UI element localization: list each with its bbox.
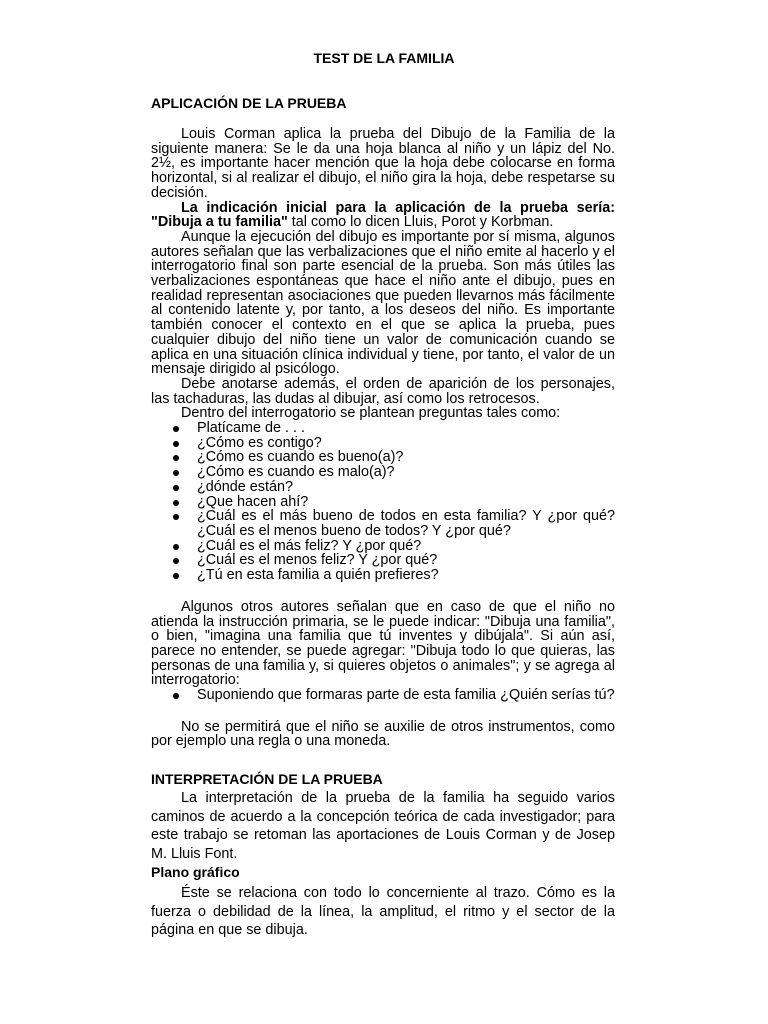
list-item: ¿Cuál es el más bueno de todos en esta familia? Y ¿por qué? ¿Cuál es el menos bueno de todos? Y ¿por qué? [151,509,615,538]
paragraph: La interpretación de la prueba de la familia ha seguido varios caminos de acuerdo a la concepción teórica de cada investigador; para este trabajo se retoman las aportaciones de Louis Corman y de Josep M. Lluis Font. [151,790,615,862]
bullet-icon [173,544,179,550]
paragraph: Debe anotarse además, el orden de aparición de los personajes, las tachaduras, las dudas al dibujar, así como los retrocesos. [151,375,615,407]
paragraph: Louis Corman aplica la prueba del Dibujo de la Familia de la siguiente manera: Se le da una hoja blanca al niño y un lápiz del No. 2½, es importante hacer mención que la hoja debe colocarse en forma horizontal, si al realizar el dibujo, el niño gira la hoja, debe respetarse su decisión. [151,126,615,201]
list-item: ¿dónde están? [151,480,615,495]
bullet-icon [173,558,179,564]
bullet-icon [173,455,179,461]
list-item: ¿Cómo es contigo? [151,436,615,451]
spacer [151,703,615,720]
paragraph: Dentro del interrogatorio se plantean preguntas tales como: [181,405,561,422]
question-list-extra [151,688,615,703]
list-item: ¿Cuál es el menos feliz? Y ¿por qué? [151,553,615,568]
list-item: ¿Que hacen ahí? [151,495,615,510]
section-plano-grafico-body [151,884,615,940]
list-item: ¿Tú en esta familia a quién prefieres? [151,568,615,583]
list-item: Suponiendo que formaras parte de esta familia ¿Quién serías tú? [151,688,615,703]
bullet-icon [173,573,179,579]
paragraph-text: tal como lo dicen Lluis, Porot y Korbman. [287,214,554,231]
section-aplicacion-body [151,127,615,749]
paragraph [151,201,615,230]
section-heading-interpretacion: INTERPRETACIÓN DE LA PRUEBA [151,771,383,787]
question-list [151,421,615,583]
section-heading-plano-grafico: Plano gráfico [151,864,240,880]
paragraph: Éste se relaciona con todo lo concerniente al trazo. Cómo es la fuerza o debilidad de la línea, la amplitud, el ritmo y el sector de la página en que se dibuja. [151,885,615,938]
paragraph: Aunque la ejecución del dibujo es importante por sí misma, algunos autores señalan que las verbalizaciones que el niño emite al hacerlo y el interrogatorio final son parte esencial de la prueba. Son más útiles las verbalizaciones espontáneas que hace el niño ante el dibujo, pues en realidad representan asociaciones que pueden llevarnos más fácilmente al contenido latente y, por tanto, a los deseos del niño. Es importante también conocer el contexto en el que se aplica la prueba, pues cualquier dibujo del niño tiene un valor de comunicación cuando se aplica en una situación clínica individual y tiene, por tanto, el valor de un mensaje dirigido al psicólogo. [151,228,615,378]
bullet-icon [173,426,179,432]
document-title: TEST DE LA FAMILIA [313,50,455,66]
bold-instruction: La indicación inicial para la aplicación de la prueba sería: "Dibuja a tu familia" [151,199,615,231]
section-heading-aplicacion: APLICACIÓN DE LA PRUEBA [151,95,347,111]
bullet-icon [173,485,179,491]
list-item: ¿Cómo es cuando es bueno(a)? [151,450,615,465]
list-item: ¿Cómo es cuando es malo(a)? [151,465,615,480]
spacer [151,583,615,600]
section-interpretacion-body [151,789,615,863]
bullet-icon [173,514,179,520]
bullet-icon [173,470,179,476]
list-item: ¿Cuál es el más feliz? Y ¿por qué? [151,539,615,554]
bullet-icon [173,693,179,699]
paragraph: No se permitirá que el niño se auxilie de otros instrumentos, como por ejemplo una regla o una moneda. [151,718,615,750]
bullet-icon [173,441,179,447]
bullet-icon [173,500,179,506]
paragraph: Algunos otros autores señalan que en caso de que el niño no atienda la instrucción primaria, se le puede indicar: "Dibuja una familia", o bien, "imagina una familia que tú inventes y dibújala". Si aún así, parece no entender, se puede agregar: "Dibuja todo lo que quieras, las personas de una familia y, si quieres objetos o animales"; y se agrega al interrogatorio: [151,598,615,689]
list-item: Platícame de . . . [151,421,615,436]
